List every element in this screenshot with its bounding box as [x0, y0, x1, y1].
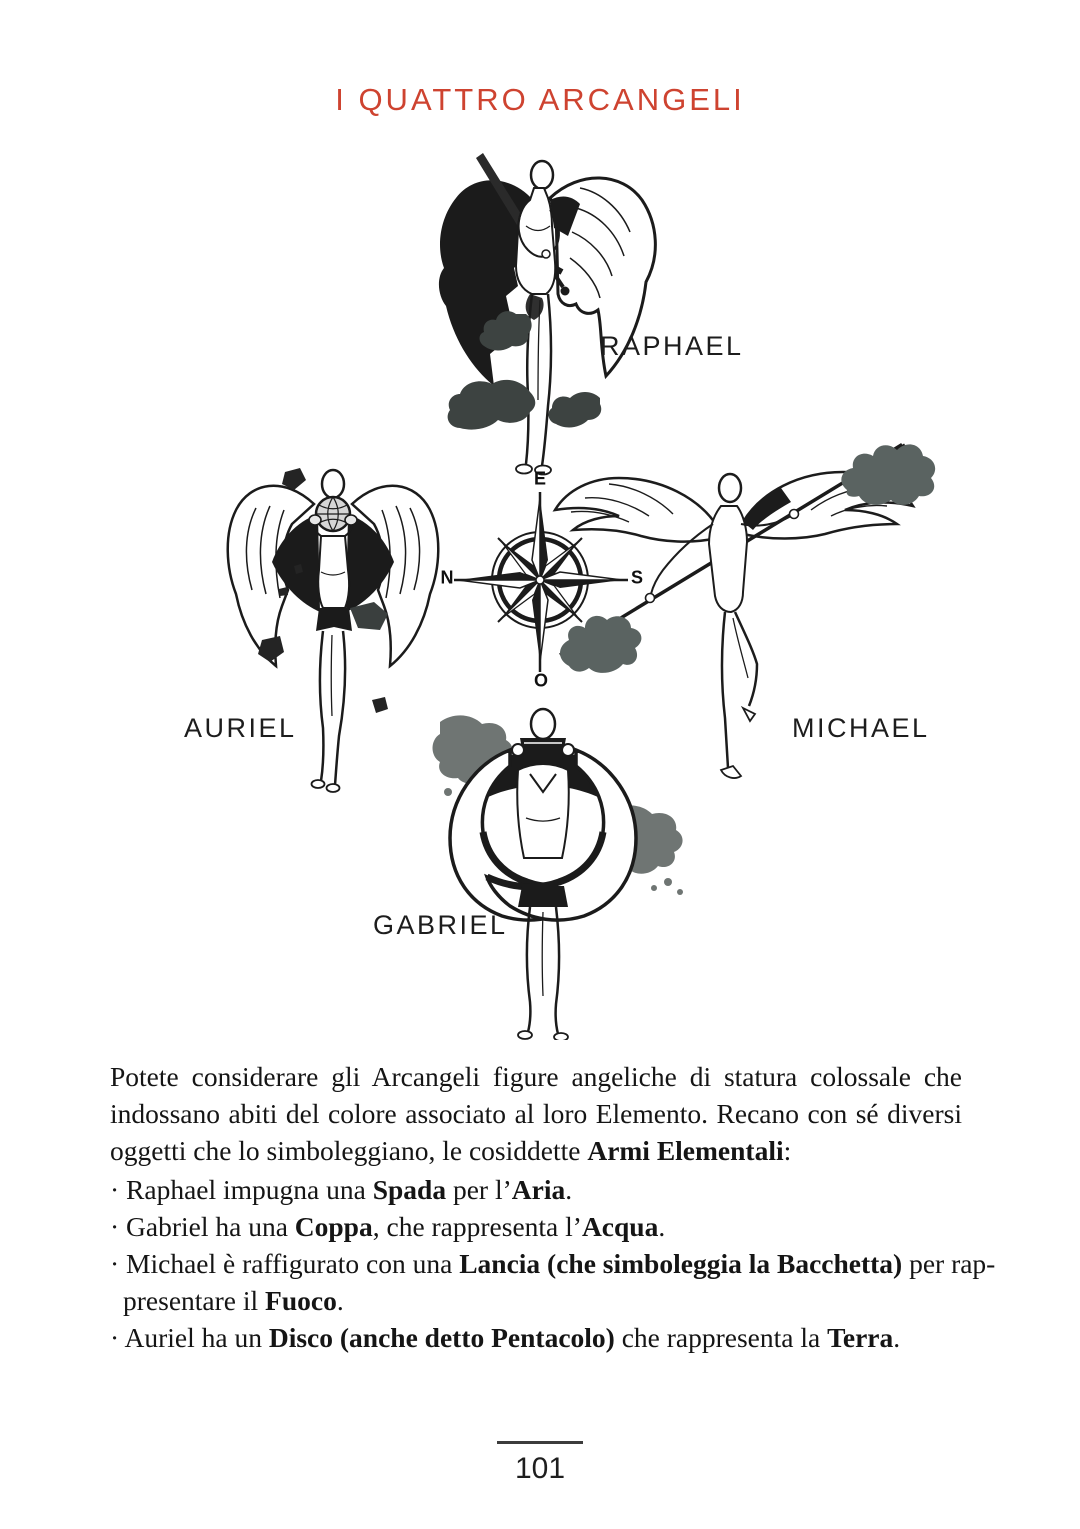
text-run: per rap- [902, 1248, 996, 1279]
text-run: · Gabriel ha una [110, 1211, 295, 1242]
bullet-raphael [110, 1171, 962, 1208]
bold-run: Lancia (che simboleggia la Bacchetta) [459, 1248, 903, 1279]
bullet-michael-line2 [110, 1282, 962, 1319]
text-run: . [336, 1285, 344, 1316]
text-run: per l’ [446, 1174, 512, 1205]
label-michael: MICHAEL [792, 713, 930, 743]
bullet-auriel [110, 1319, 962, 1356]
gabriel-angel-icon [418, 690, 688, 1040]
label-auriel: AURIEL [184, 713, 297, 743]
text-run: . [565, 1174, 573, 1205]
bullet-michael [110, 1245, 996, 1319]
text-run: · Raphael impugna una [110, 1174, 373, 1205]
text-run: · Auriel ha un [110, 1322, 269, 1353]
text-run: : [783, 1135, 792, 1166]
page-title: I QUATTRO ARCANGELI [335, 82, 745, 117]
compass-rose-icon [430, 468, 650, 698]
bold-run: Fuoco [265, 1285, 337, 1316]
footer-rule [497, 1441, 583, 1444]
text-run: che rappresenta la [614, 1322, 828, 1353]
text-run: . [658, 1211, 666, 1242]
label-gabriel: GABRIEL [373, 910, 508, 940]
bold-run: Armi Elementali [587, 1135, 784, 1166]
compass-letter-north: N [440, 567, 454, 588]
compass-letter-south: S [630, 567, 644, 588]
text-run: presentare il [123, 1285, 266, 1316]
bold-run: Aria [511, 1174, 566, 1205]
compass-letter-west: O [533, 670, 549, 691]
bold-run: Coppa [294, 1211, 373, 1242]
text-run: , che rappresenta l’ [372, 1211, 582, 1242]
intro-paragraph [110, 1058, 962, 1169]
bold-run: Acqua [581, 1211, 659, 1242]
right-wing-icon [346, 486, 438, 666]
page-number: 101 [514, 1452, 566, 1485]
bold-run: Terra [827, 1322, 894, 1353]
compass-letter-east: E [533, 468, 547, 489]
label-raphael: RAPHAEL [600, 331, 744, 361]
body-text [110, 1058, 996, 1356]
bold-run: Disco (anche detto Pentacolo) [268, 1322, 615, 1353]
text-run: · Michael è raffigurato con una [110, 1248, 460, 1279]
bullet-gabriel [110, 1208, 962, 1245]
gabriel-illustration [418, 690, 688, 1040]
text-run: . [893, 1322, 901, 1353]
bullet-michael-line1 [110, 1245, 996, 1282]
text-run: Potete considerare gli Arcangeli figure angeliche di statura colossale che indossano abiti del colore associato al loro Elemento. Recano con sé diversi oggetti che lo simboleggiano, le cosiddette [110, 1061, 962, 1166]
bold-run: Spada [372, 1174, 447, 1205]
